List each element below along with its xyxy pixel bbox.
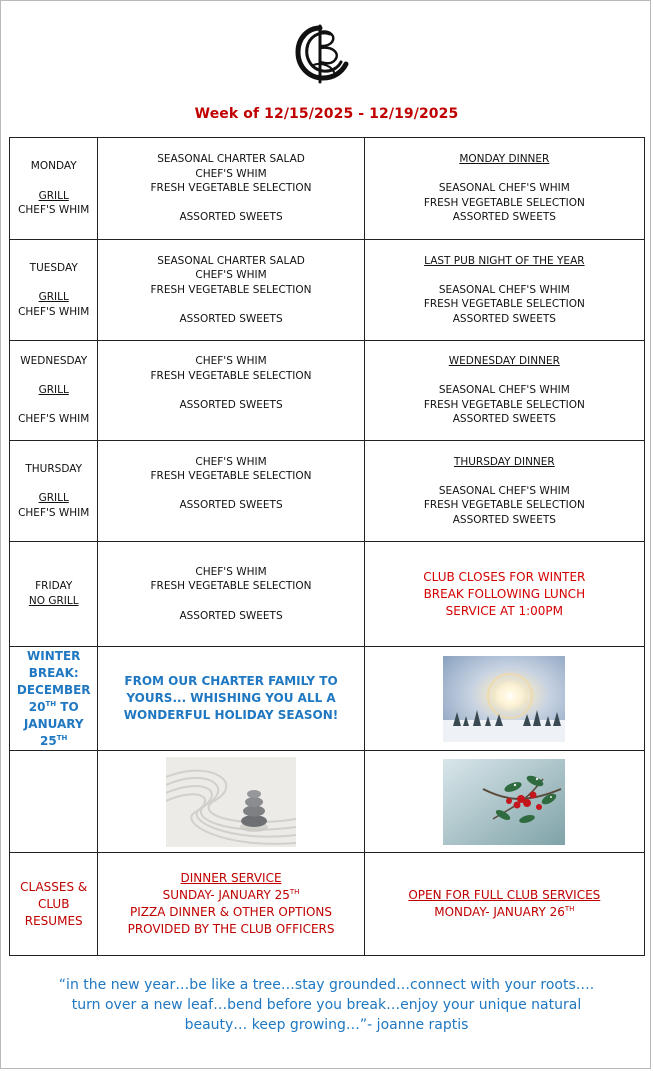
day-name: WEDNESDAY xyxy=(20,355,88,368)
dinner-item: FRESH VEGETABLE SELECTION xyxy=(423,298,585,311)
dinner-item: ASSORTED SWEETS xyxy=(452,413,556,426)
lunch-cell xyxy=(98,441,364,542)
lunch-item: FRESH VEGETABLE SELECTION xyxy=(150,580,312,593)
dinner-item: FRESH VEGETABLE SELECTION xyxy=(423,398,585,411)
dinner-item: SEASONAL CHEF'S WHIM xyxy=(438,484,570,497)
day-name: MONDAY xyxy=(30,160,77,173)
day-cell xyxy=(10,138,98,240)
lunch-item: CHEF'S WHIM xyxy=(195,355,267,368)
lunch-item: FRESH VEGETABLE SELECTION xyxy=(150,283,312,296)
open-services-cell xyxy=(364,853,644,956)
lunch-cell xyxy=(98,341,364,441)
dinner-cell xyxy=(364,341,644,441)
grill-item: CHEF'S WHIM xyxy=(18,506,90,519)
dinner-service-details: PIZZA DINNER & OTHER OPTIONS PROVIDED BY THE CLUB OFFICERS xyxy=(127,905,335,936)
open-services-title: OPEN FOR FULL CLUB SERVICES xyxy=(408,888,601,902)
dinner-item: FRESH VEGETABLE SELECTION xyxy=(423,499,585,512)
winter-break-row xyxy=(10,647,645,751)
lunch-item: FRESH VEGETABLE SELECTION xyxy=(150,369,312,382)
menu-row-tuesday xyxy=(10,240,645,341)
dinner-cell xyxy=(364,240,644,341)
day-name: TUESDAY xyxy=(29,261,78,274)
dinner-item: SEASONAL CHEF'S WHIM xyxy=(438,283,570,296)
lunch-item: ASSORTED SWEETS xyxy=(179,398,283,411)
lunch-item: ASSORTED SWEETS xyxy=(179,211,283,224)
lunch-cell xyxy=(98,542,364,647)
menu-row-monday xyxy=(10,138,645,240)
open-services-date: MONDAY- JANUARY 26TH xyxy=(434,905,575,919)
dinner-cell xyxy=(364,138,644,240)
lunch-item: SEASONAL CHARTER SALAD xyxy=(157,153,305,166)
grill-label: GRILL xyxy=(38,189,69,202)
grill-item: CHEF'S WHIM xyxy=(18,413,90,426)
dinner-title: WEDNESDAY DINNER xyxy=(448,355,560,368)
holly-berries-image xyxy=(443,759,565,845)
lunch-item: CHEF'S WHIM xyxy=(195,565,267,578)
images-row xyxy=(10,751,645,853)
dinner-item: SEASONAL CHEF'S WHIM xyxy=(438,384,570,397)
classes-label-cell xyxy=(10,853,98,956)
dinner-service-title: DINNER SERVICE xyxy=(180,871,282,885)
menu-row-wednesday xyxy=(10,341,645,441)
dinner-service-cell xyxy=(98,853,364,956)
lunch-cell xyxy=(98,138,364,240)
club-monogram-logo xyxy=(290,22,354,86)
lunch-item: ASSORTED SWEETS xyxy=(179,312,283,325)
image-cell xyxy=(364,751,644,853)
closing-quote: “in the new year…be like a tree…stay grounded…connect with your roots…. turn over a new leaf…bend before you break…enjoy your unique natural beauty… keep growing…”- joanne raptis xyxy=(58,977,595,1033)
day-cell xyxy=(10,441,98,542)
day-cell xyxy=(10,341,98,441)
dinner-item: ASSORTED SWEETS xyxy=(452,312,556,325)
grill-item: CHEF'S WHIM xyxy=(18,204,90,217)
lunch-item: FRESH VEGETABLE SELECTION xyxy=(150,182,312,195)
dinner-cell xyxy=(364,441,644,542)
grill-label: GRILL xyxy=(38,492,69,504)
week-title: Week of 12/15/2025 - 12/19/2025 xyxy=(194,106,459,122)
dinner-title: MONDAY DINNER xyxy=(459,153,550,166)
lunch-item: CHEF'S WHIM xyxy=(195,167,267,180)
dinner-item: FRESH VEGETABLE SELECTION xyxy=(423,196,585,209)
image-cell xyxy=(364,647,644,751)
lunch-cell xyxy=(98,240,364,341)
lunch-item: ASSORTED SWEETS xyxy=(179,609,283,622)
dinner-service-date: SUNDAY- JANUARY 25TH xyxy=(162,888,300,902)
day-cell xyxy=(10,240,98,341)
grill-label: GRILL xyxy=(38,291,69,303)
menu-row-thursday xyxy=(10,441,645,542)
weekly-menu-table xyxy=(9,137,645,956)
winter-break-notice: CLUB CLOSES FOR WINTER BREAK FOLLOWING LUNCH SERVICE AT 1:00PM xyxy=(423,569,586,618)
dinner-item: SEASONAL CHEF'S WHIM xyxy=(438,182,570,195)
image-cell xyxy=(98,751,364,853)
classes-resume-row xyxy=(10,853,645,956)
lunch-item: CHEF'S WHIM xyxy=(195,455,267,468)
grill-label: NO GRILL xyxy=(28,595,79,607)
dinner-item: ASSORTED SWEETS xyxy=(452,211,556,224)
day-cell xyxy=(10,542,98,647)
zen-stones-image xyxy=(166,757,296,847)
day-name: FRIDAY xyxy=(35,580,73,593)
winter-break-cell xyxy=(10,647,98,751)
empty-cell xyxy=(10,751,98,853)
day-name: THURSDAY xyxy=(25,462,83,475)
lunch-item: ASSORTED SWEETS xyxy=(179,499,283,512)
winter-sun-image xyxy=(443,656,565,742)
menu-row-friday xyxy=(10,542,645,647)
greeting-cell xyxy=(98,647,364,751)
lunch-item: SEASONAL CHARTER SALAD xyxy=(157,254,305,267)
lunch-item: FRESH VEGETABLE SELECTION xyxy=(150,470,312,483)
grill-item: CHEF'S WHIM xyxy=(18,305,90,318)
notice-cell xyxy=(364,542,644,647)
grill-label: GRILL xyxy=(38,384,69,397)
lunch-item: CHEF'S WHIM xyxy=(195,269,267,282)
winter-break-label: WINTER BREAK: DECEMBER 20TH TO JANUARY 25TH xyxy=(16,648,91,748)
dinner-title: LAST PUB NIGHT OF THE YEAR xyxy=(424,254,585,267)
dinner-title: THURSDAY DINNER xyxy=(453,455,555,468)
holiday-greeting: FROM OUR CHARTER FAMILY TO YOURS... WHISHING YOU ALL A WONDERFUL HOLIDAY SEASON! xyxy=(123,674,339,722)
dinner-item: ASSORTED SWEETS xyxy=(452,513,556,526)
classes-resume-label: CLASSES & CLUB RESUMES xyxy=(20,879,88,928)
